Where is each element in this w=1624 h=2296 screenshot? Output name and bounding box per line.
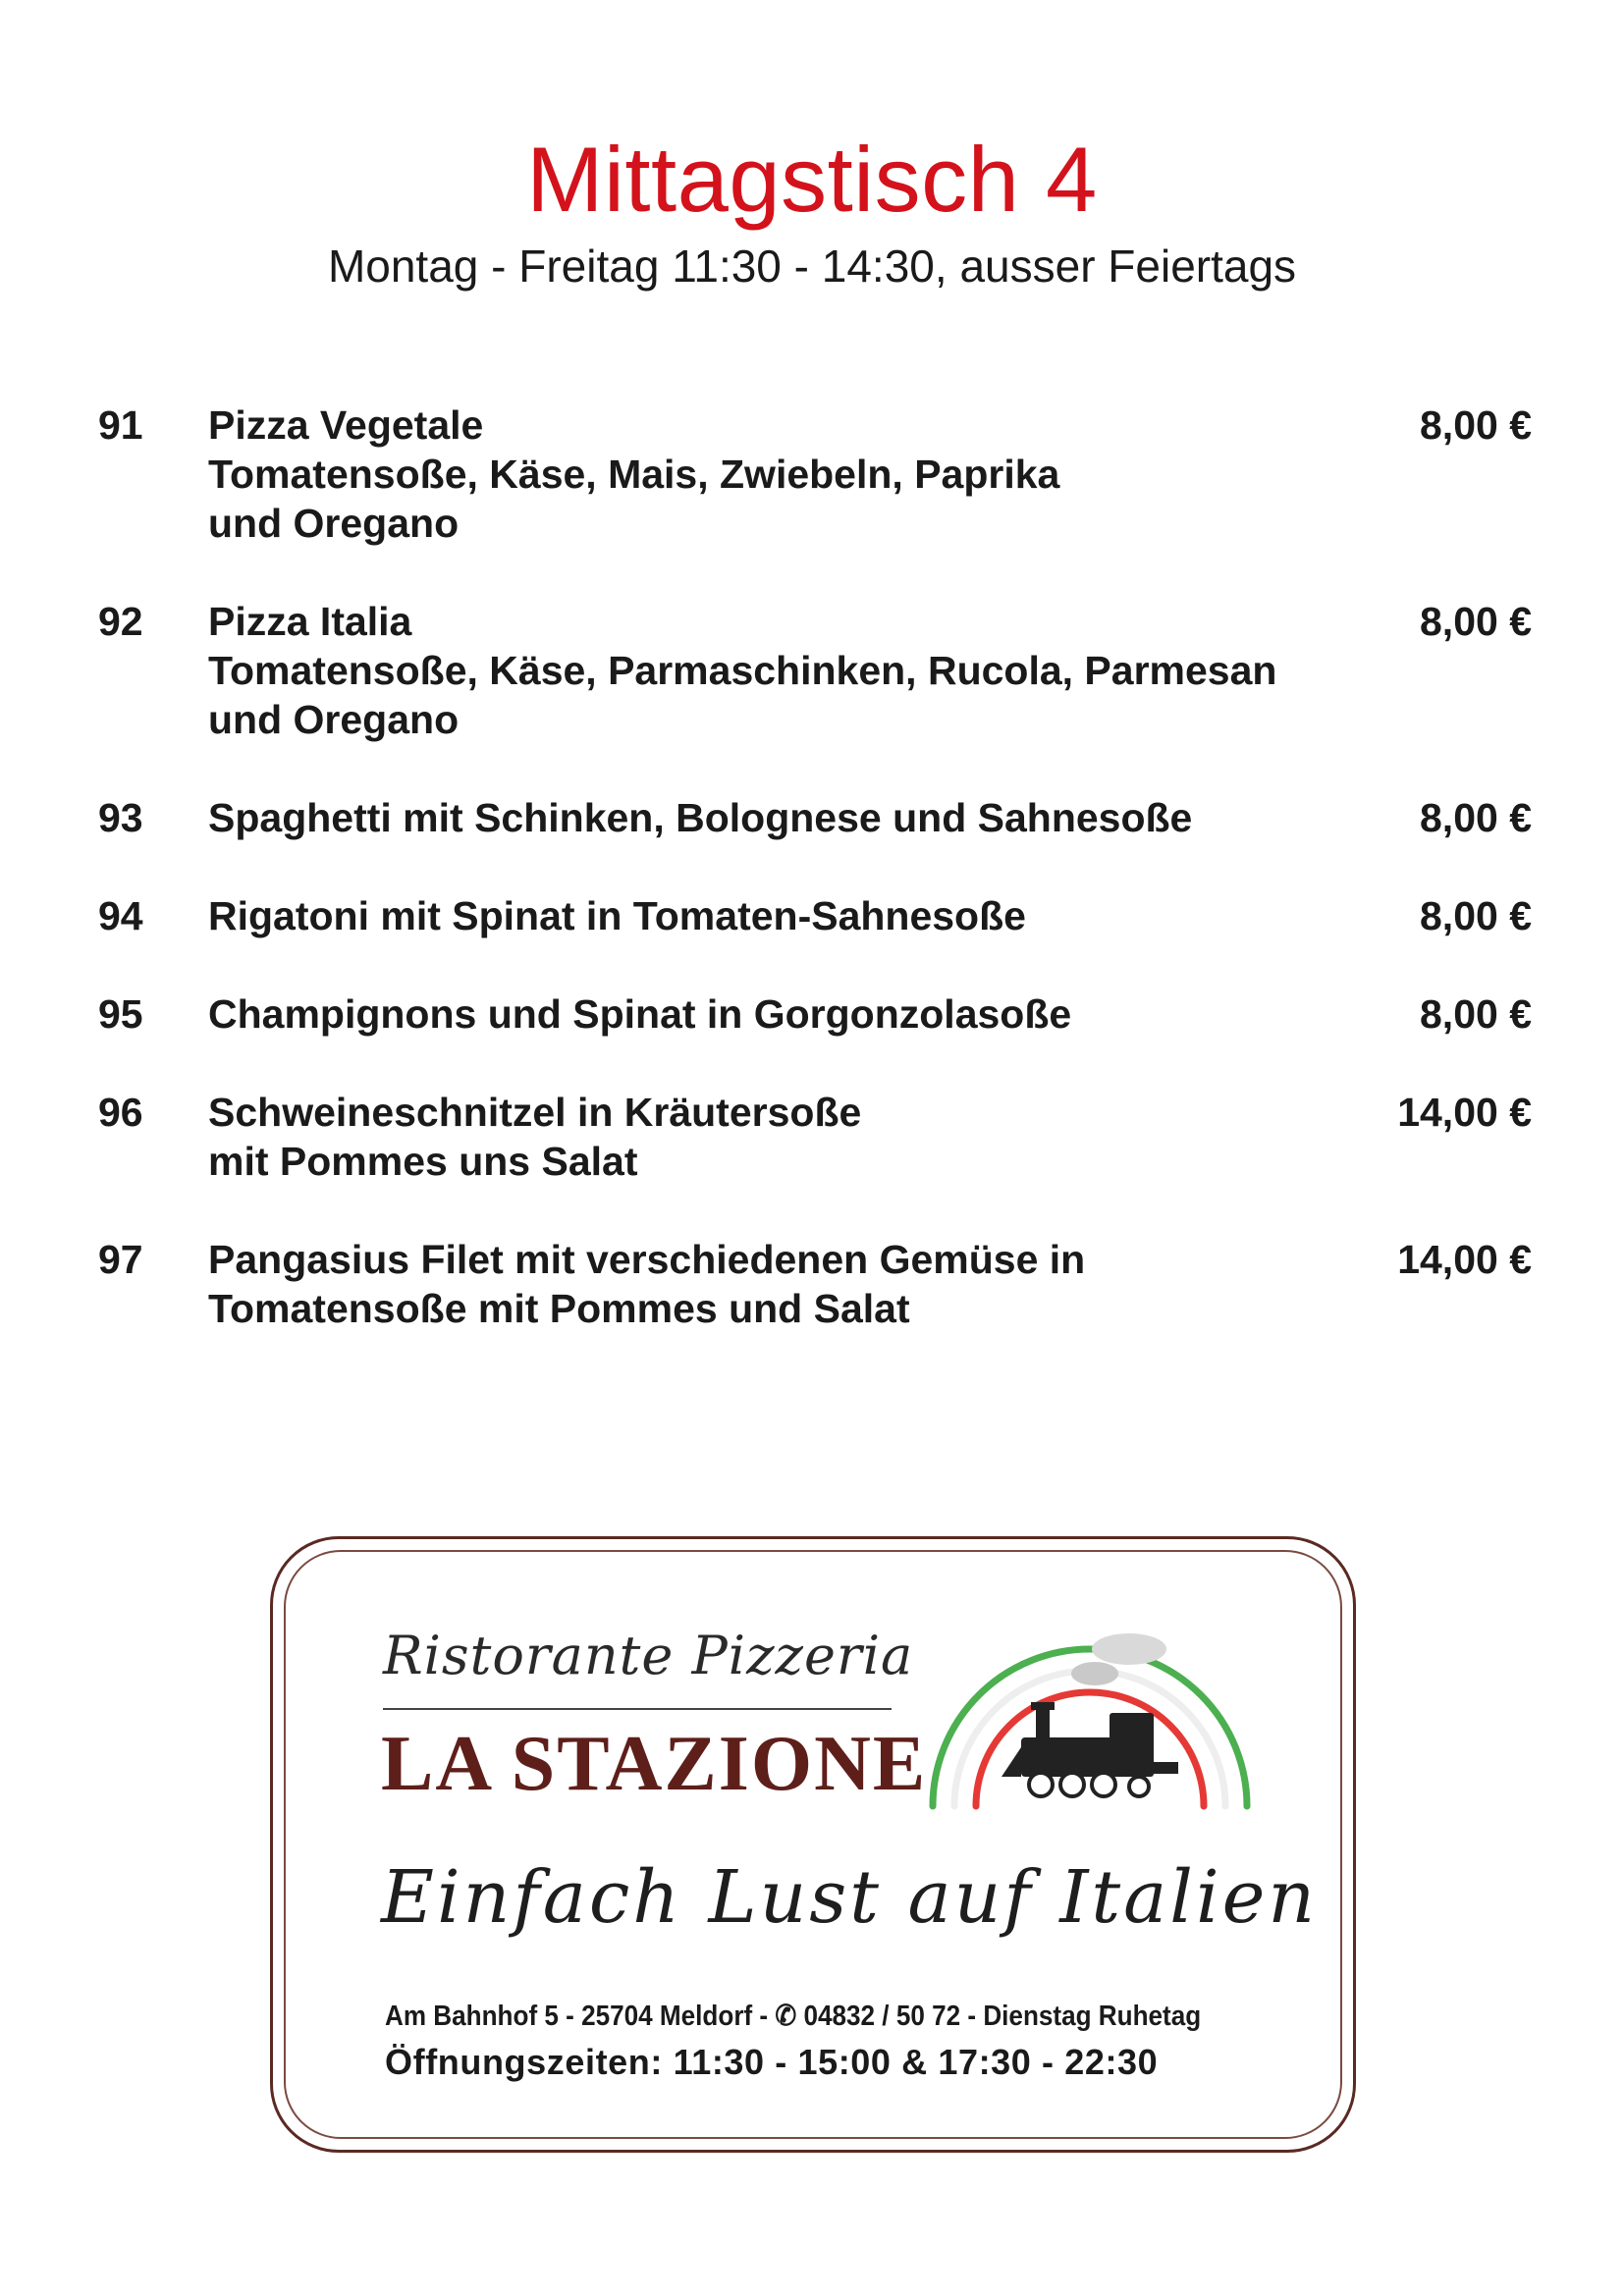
item-number: 95	[98, 991, 143, 1037]
item-description	[208, 891, 1416, 940]
item-number: 92	[98, 599, 143, 644]
item-number: 91	[98, 402, 143, 448]
item-ingredients: Tomatensoße, Käse, Parmaschinken, Rucola, Parmesan	[208, 648, 1277, 693]
item-ingredients: mit Pommes uns Salat	[208, 1139, 638, 1184]
item-description	[208, 1235, 1416, 1333]
page-subtitle: Montag - Freitag 11:30 - 14:30, ausser Feiertags	[327, 240, 1297, 292]
item-price: 14,00 €	[1397, 1090, 1532, 1135]
item-name: Spaghetti mit Schinken, Bolognese und Sahnesoße	[208, 795, 1193, 840]
item-price: 8,00 €	[1420, 599, 1532, 644]
item-number: 93	[98, 795, 143, 840]
item-description	[208, 989, 1416, 1039]
item-ingredients: und Oregano	[208, 501, 460, 546]
item-ingredients: Tomatensoße, Käse, Mais, Zwiebeln, Paprika	[208, 452, 1060, 497]
item-number: 97	[98, 1237, 143, 1282]
item-description	[208, 400, 1416, 548]
item-ingredients: und Oregano	[208, 697, 460, 742]
smoke-cloud	[1092, 1633, 1166, 1665]
item-description	[208, 1088, 1416, 1186]
logo-divider	[383, 1708, 892, 1710]
logo-script-line: Ristorante Pizzeria	[383, 1625, 914, 1686]
item-ingredients: Tomatensoße mit Pommes und Salat	[208, 1286, 910, 1331]
page-title: Mittagstisch 4	[526, 128, 1098, 231]
contact-line: Am Bahnhof 5 - 25704 Meldorf - ✆ 04832 / 50 72 - Dienstag Ruhetag	[385, 2001, 1202, 2032]
item-price: 8,00 €	[1420, 991, 1532, 1037]
logo-slogan: Einfach Lust auf Italien	[381, 1855, 1319, 1940]
item-name: Rigatoni mit Spinat in Tomaten-Sahnesoße	[208, 893, 1026, 938]
item-price: 8,00 €	[1420, 893, 1532, 938]
smoke-cloud	[1071, 1662, 1118, 1685]
logo-name: LA STAZIONE	[381, 1721, 928, 1807]
item-number: 96	[98, 1090, 143, 1135]
item-name: Pizza Italia	[208, 599, 412, 644]
item-price: 8,00 €	[1420, 402, 1532, 448]
opening-hours: Öffnungszeiten: 11:30 - 15:00 & 17:30 - 22:30	[385, 2042, 1159, 2082]
item-price: 14,00 €	[1397, 1237, 1532, 1282]
item-description	[208, 793, 1416, 842]
item-name: Schweineschnitzel in Kräutersoße	[208, 1090, 862, 1135]
steam-locomotive-icon	[923, 1620, 1257, 1816]
item-name: Champignons und Spinat in Gorgonzolasoße	[208, 991, 1072, 1037]
item-number: 94	[98, 893, 143, 938]
item-description	[208, 597, 1416, 744]
item-name: Pangasius Filet mit verschiedenen Gemüse in	[208, 1237, 1086, 1282]
item-price: 8,00 €	[1420, 795, 1532, 840]
item-name: Pizza Vegetale	[208, 402, 484, 448]
